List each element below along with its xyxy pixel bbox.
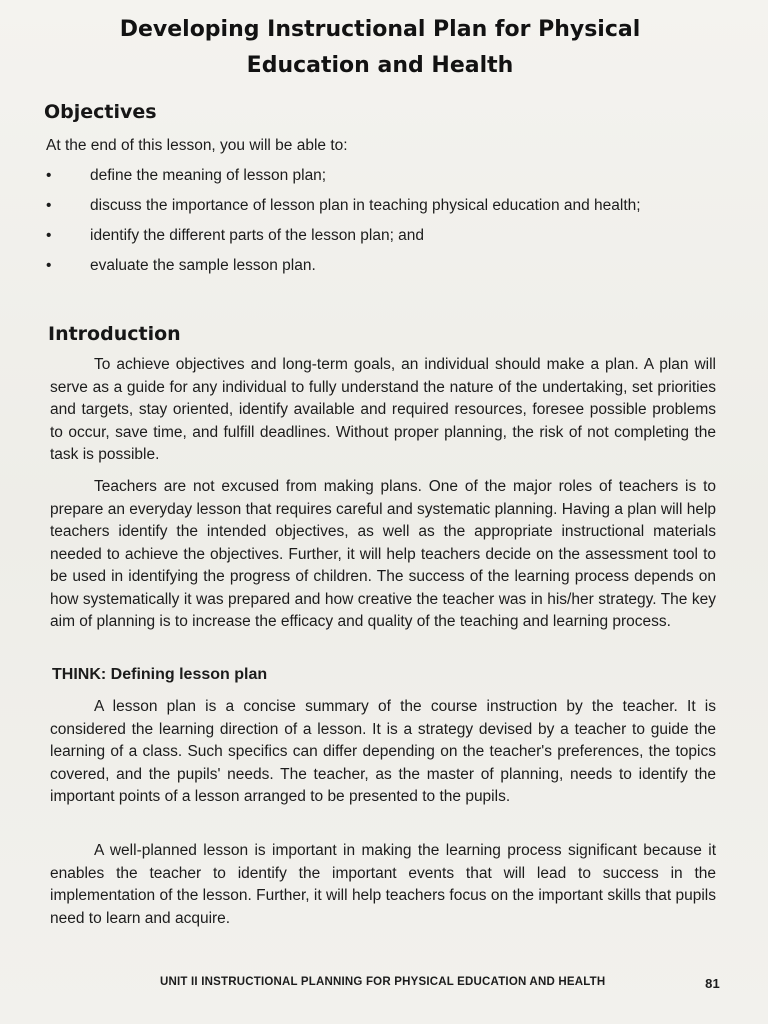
intro-paragraph-2: Teachers are not excused from making plans. One of the major roles of teachers is to prepare an everyday lesson that requires careful and systematic planning. Having a plan will help teachers identify the intended objectives, as well as the appropriate instructional materials needed to achieve the objectives. Further, it will help teachers decide on the assessment tool to be used in identifying the progress of children. The success of the learning process depends on how systematically it was prepared and how creative the teacher was in his/her strategy. The key aim of planning is to increase the efficacy and quality of the teaching and learning process. [50,478,717,630]
bullet-icon: • [46,167,52,184]
page-number: 81 [705,976,720,991]
list-item [44,196,724,216]
bullet-icon: • [46,197,52,214]
title-line-1: Developing Instructional Plan for Physical [119,17,641,42]
list-item [44,166,724,186]
objective-text: identify the different parts of the lesson plan; and [90,227,425,244]
page-title [60,12,700,84]
objectives-heading: Objectives [44,101,157,123]
intro-paragraph-1: To achieve objectives and long-term goals, an individual should make a plan. A plan will serve as a guide for any individual to fully understand the nature of the undertaking, set priorities and targets, stay oriented, identify available and required resources, foresee possible problems to occur, save time, and fulfill deadlines. Without proper planning, the risk of not completing the task is possible. [50,356,716,463]
think-heading: THINK: Defining lesson plan [52,666,268,683]
objective-text: discuss the importance of lesson plan in teaching physical education and health; [90,197,641,214]
bullet-icon: • [46,227,52,244]
objective-text: define the meaning of lesson plan; [90,167,327,184]
page-footer [160,976,720,991]
list-item [44,256,724,276]
bullet-icon: • [46,257,52,274]
list-item [44,226,724,246]
introduction-heading: Introduction [48,323,181,345]
think-paragraph-2: A well-planned lesson is important in making the learning process significant because it enables the teacher to identify the important events that will lead to success in the implementation of the lesson. Further, it will help teachers focus on the important skills that pupils need to learn and acquire. [50,842,716,927]
running-head: UNIT II INSTRUCTIONAL PLANNING FOR PHYSICAL EDUCATION AND HEALTH [160,976,606,988]
title-line-2: Education and Health [246,53,514,78]
objectives-lead: At the end of this lesson, you will be able to: [46,137,348,154]
objective-text: evaluate the sample lesson plan. [90,257,316,274]
think-paragraph-1: A lesson plan is a concise summary of the course instruction by the teacher. It is considered the learning direction of a lesson. It is a strategy devised by a teacher to guide the learning of a class. Such specifics can differ depending on the teacher's preferences, the topics covered, and the pupils' needs. The teacher, as the master of planning, needs to identify the important points of a lesson arranged to be presented to the pupils. [50,698,716,805]
objectives-list [44,166,724,286]
